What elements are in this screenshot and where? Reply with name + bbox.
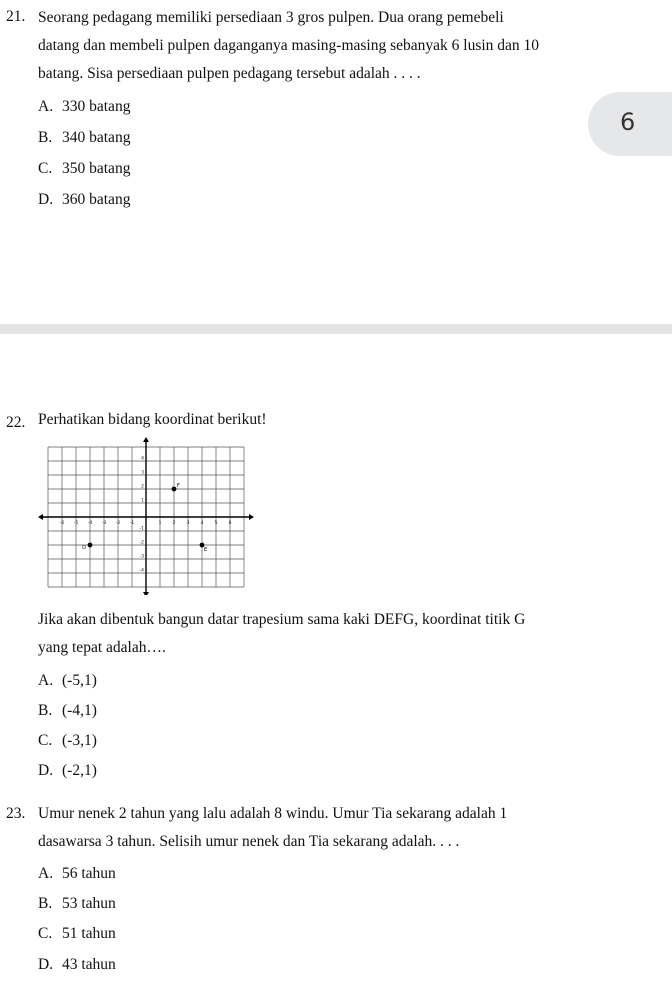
question-line: yang tepat adalah…. [38,639,166,656]
option-label: B. [38,702,53,719]
option-b[interactable] [38,894,116,914]
y-axis-arrow-down [143,592,149,595]
y-tick-label: -1 [139,526,144,532]
x-tick-label: 2 [172,521,176,526]
x-tick-label: 4 [200,521,204,526]
question-line: Perhatikan bidang koordinat berikut! [38,411,267,428]
option-text: 53 tahun [62,895,116,912]
option-text: (-2,1) [62,762,97,779]
y-tick-label: 3 [141,470,144,476]
option-text: (-3,1) [62,732,97,749]
option-text: 330 batang [62,98,131,115]
question-text [38,4,612,88]
option-b[interactable] [38,128,130,148]
x-tick-label: 1 [158,521,162,526]
question-number: 23. [6,805,26,822]
option-c[interactable] [38,159,130,179]
question-number: 22. [6,414,26,431]
x-tick-label: 3 [186,521,190,526]
y-tick-label: 1 [141,498,144,504]
x-tick-label: -4 [87,521,93,526]
point-d [88,543,93,548]
option-a[interactable] [38,97,130,117]
x-tick-label: 5 [214,521,218,526]
option-text: 350 batang [62,160,131,177]
option-label: D. [38,191,54,208]
question-text-2 [38,606,612,662]
option-text: 43 tahun [62,956,116,973]
option-text: (-5,1) [62,672,97,689]
x-tick-label: -5 [73,521,79,526]
page-number: 6 [620,108,636,136]
y-tick-label: -4 [139,568,144,574]
question-text [38,800,612,856]
point-f [172,487,177,492]
point-label: E [204,547,208,553]
option-a[interactable] [38,864,116,884]
question-text [38,406,612,434]
coordinate-plane [36,435,256,595]
option-label: C. [38,732,53,749]
y-tick-label: -3 [139,554,144,560]
x-tick-label: -6 [59,521,65,526]
x-tick-label: 6 [228,521,232,526]
y-tick-label: -2 [139,540,144,546]
option-label: A. [38,865,54,882]
option-label: A. [38,672,54,689]
question-line: Seorang pedagang memiliki persediaan 3 gros pulpen. Dua orang pemebeli [38,9,504,26]
page-number-badge [588,92,672,156]
option-text: 51 tahun [62,925,116,942]
option-c[interactable] [38,924,116,944]
option-label: B. [38,895,53,912]
option-text: (-4,1) [62,702,97,719]
x-axis-arrow-left [38,514,43,520]
question-line: Umur nenek 2 tahun yang lalu adalah 8 windu. Umur Tia sekarang adalah 1 [38,805,508,822]
option-d[interactable] [38,190,130,210]
point-label: F [177,483,180,489]
x-axis-arrow-right [249,514,254,520]
option-text: 340 batang [62,129,131,146]
option-label: C. [38,160,53,177]
option-label: D. [38,762,54,779]
point-label: D [82,545,86,551]
option-label: D. [38,956,54,973]
question-line: batang. Sisa persediaan pulpen pedagang tersebut adalah . . . . [38,65,421,82]
x-tick-label: -3 [101,521,107,526]
option-c[interactable] [38,731,97,751]
option-a[interactable] [38,671,97,691]
y-tick-label: 4 [141,456,144,462]
question-line: dasawarsa 3 tahun. Selisih umur nenek dan Tia sekarang adalah. . . . [38,833,460,850]
y-axis-arrow-up [143,437,149,442]
option-d[interactable] [38,761,97,781]
option-label: B. [38,129,53,146]
option-b[interactable] [38,701,97,721]
option-text: 56 tahun [62,865,116,882]
option-text: 360 batang [62,191,131,208]
data-points [82,483,207,553]
option-d[interactable] [38,955,116,975]
x-tick-label: -1 [129,521,135,526]
question-number: 21. [6,8,26,25]
page-divider [0,324,672,334]
option-label: A. [38,98,54,115]
question-line: datang dan membeli pulpen daganganya masing-masing sebanyak 6 lusin dan 10 [38,37,540,54]
x-tick-label: -2 [115,521,121,526]
option-label: C. [38,925,53,942]
question-line: Jika akan dibentuk bangun datar trapesium sama kaki DEFG, koordinat titik G [38,611,526,628]
y-tick-label: 2 [141,484,144,490]
